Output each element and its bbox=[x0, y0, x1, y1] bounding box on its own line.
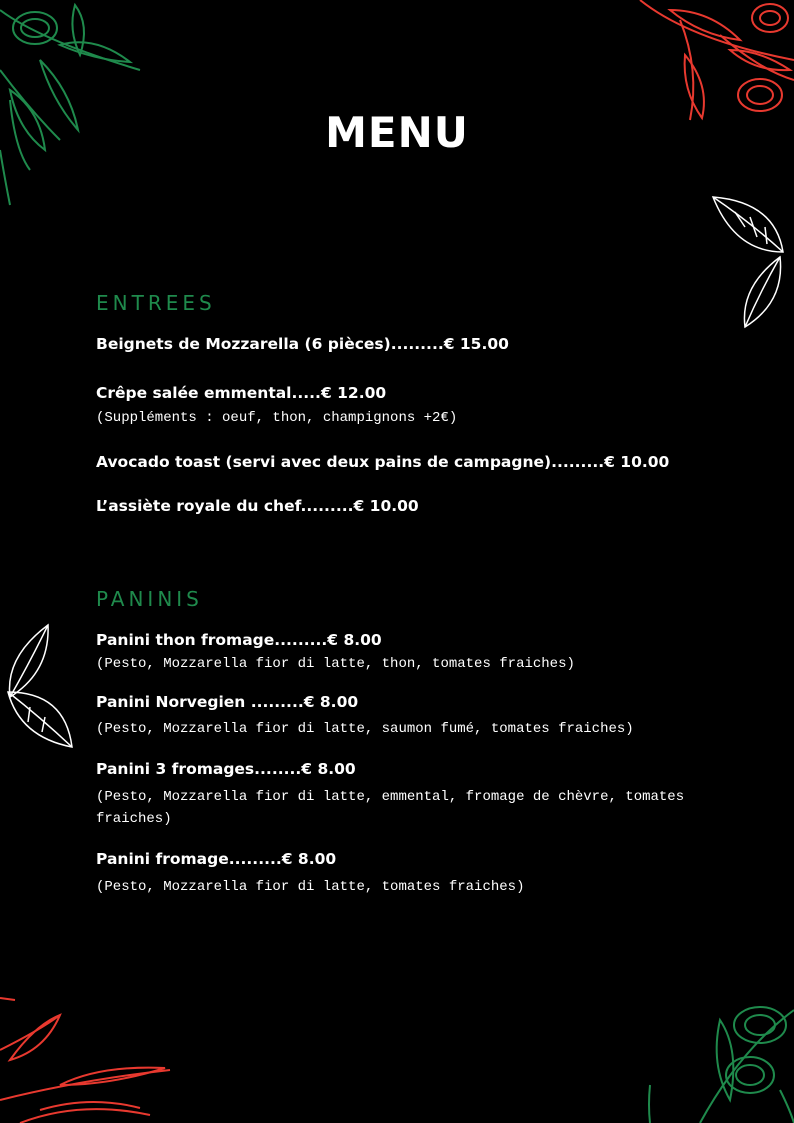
olive-branch-icon bbox=[0, 0, 150, 210]
page-title: MENU bbox=[325, 108, 469, 157]
olive-branch-icon bbox=[640, 990, 794, 1123]
menu-item-name: Crêpe salée emmental.....€ 12.00 bbox=[96, 384, 387, 402]
olive-branch-icon bbox=[630, 0, 794, 125]
menu-item-name: Panini fromage.........€ 8.00 bbox=[96, 850, 337, 868]
menu-item-name: Panini thon fromage.........€ 8.00 bbox=[96, 631, 382, 649]
menu-item-description: (Suppléments : oeuf, thon, champignons +2€) bbox=[96, 410, 458, 426]
olive-branch-icon bbox=[0, 990, 175, 1123]
menu-item-name: Panini 3 fromages........€ 8.00 bbox=[96, 760, 356, 778]
menu-item-description: (Pesto, Mozzarella fior di latte, thon, tomates fraiches) bbox=[96, 656, 575, 672]
menu-item-description: (Pesto, Mozzarella fior di latte, emmental, fromage de chèvre, tomates fraiches) bbox=[96, 789, 685, 827]
menu-item-description: (Pesto, Mozzarella fior di latte, saumon fumé, tomates fraiches) bbox=[96, 721, 634, 737]
section-title-entrees: ENTREES bbox=[96, 291, 216, 315]
menu-item-name: Panini Norvegien .........€ 8.00 bbox=[96, 693, 359, 711]
menu-item-description: (Pesto, Mozzarella fior di latte, tomates fraiches) bbox=[96, 879, 525, 895]
menu-item-name: L’assiète royale du chef.........€ 10.00 bbox=[96, 497, 419, 515]
menu-item-name: Avocado toast (servi avec deux pains de campagne).........€ 10.00 bbox=[96, 453, 670, 471]
menu-item-name: Beignets de Mozzarella (6 pièces).........€ 15.00 bbox=[96, 335, 509, 353]
basil-leaf-icon bbox=[705, 192, 790, 332]
section-title-paninis: PANINIS bbox=[96, 587, 203, 611]
basil-leaf-icon bbox=[0, 622, 80, 752]
